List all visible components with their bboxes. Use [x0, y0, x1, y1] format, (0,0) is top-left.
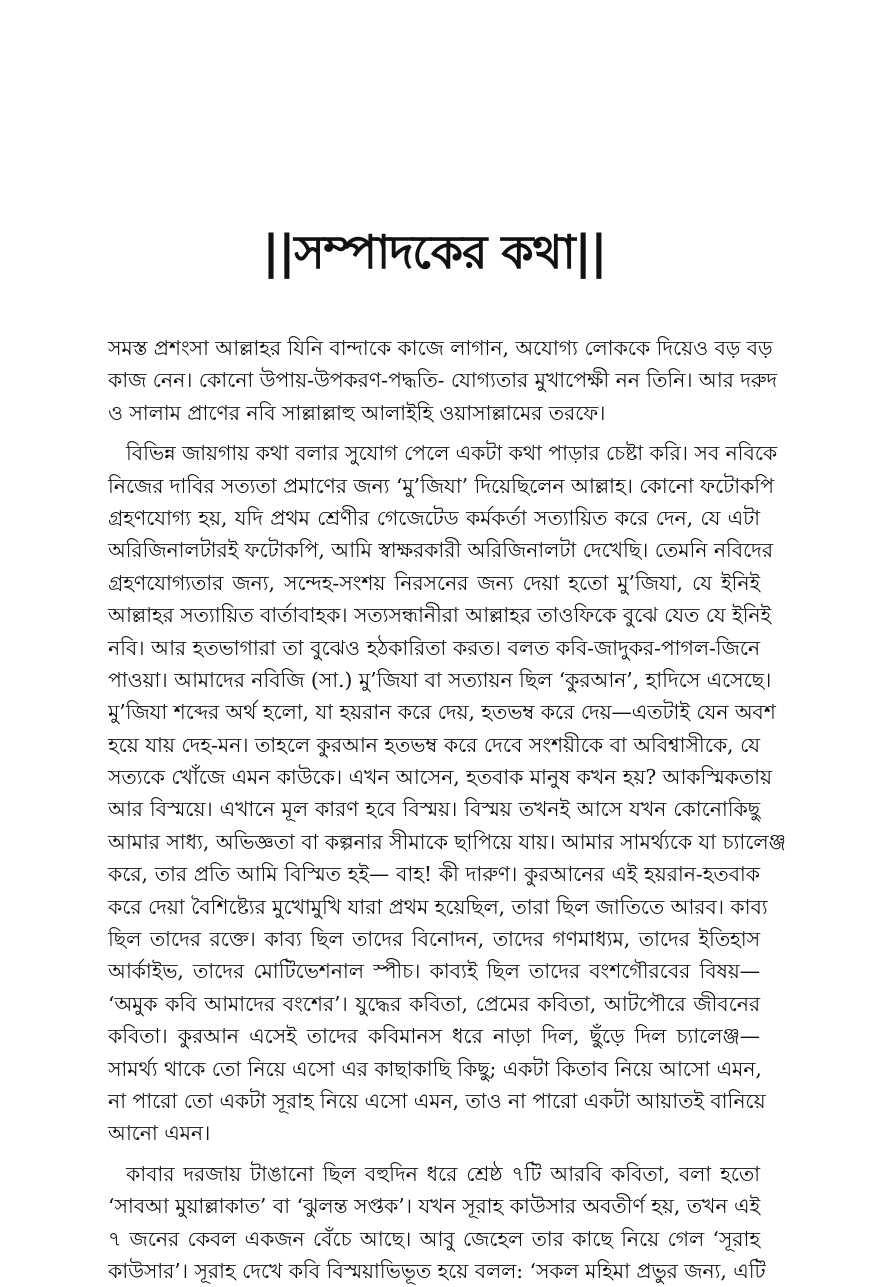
- text-line: সমস্ত প্রশংসা আল্লাহর যিনি বান্দাকে কাজে লাগান, অযোগ্য লোককে দিয়েও বড় বড়: [108, 336, 773, 360]
- text-line: সত্যকে খোঁজে এমন কাউকে। এখন আসেন, হতবাক মানুষ কখন হয়? আকস্মিকতায়: [108, 765, 772, 790]
- text-line: আমার সাধ্য, অভিজ্ঞতা বা কল্পনার সীমাকে ছাপিয়ে যায়। আমার সামর্থ্যকে যা চ্যালেঞ্জ: [108, 829, 786, 854]
- text-line: কাবার দরজায় টাঙানো ছিল বহুদিন ধরে শ্রেষ্ঠ ৭টি আরবি কবিতা, বলা হতো: [126, 1161, 760, 1186]
- text-line: আর্কাইভ, তাদের মোটিভেশনাল স্পীচ। কাব্যই ছিল তাদের বংশগৌরবের বিষয়—: [108, 959, 760, 984]
- text-line: ৭ জনের কেবল একজন বেঁচে আছে। আবু জেহেল তার কাছে নিয়ে গেল ‘সূরাহ: [108, 1226, 760, 1251]
- paragraph-1: [108, 332, 778, 429]
- text-line: আর বিস্ময়ে। এখানে মূল কারণ হবে বিস্ময়। বিস্ময় তখনই আসে যখন কোনোকিছু: [108, 797, 760, 822]
- text-line: নবি। আর হতভাগারা তা বুঝেও হঠকারিতা করত। বলত কবি-জাদুকর-পাগল-জিনে: [108, 635, 760, 660]
- text-line: আনো এমন।: [108, 1121, 211, 1146]
- text-line: করে দেয়া বৈশিষ্ট্যের মুখোমুখি যারা প্রথম হয়েছিল, তারা ছিল জাতিতে আরব। কাব্য: [108, 894, 768, 919]
- text-line: আল্লাহর সত্যায়িত বার্তাবাহক। সত্যসন্ধানীরা আল্লাহর তাওফিকে বুঝে যেত যে ইনিই: [108, 603, 772, 628]
- paragraph-3: [108, 1158, 766, 1287]
- paragraph-2: [108, 437, 786, 1150]
- text-line: পাওয়া। আমাদের নবিজি (সা.) মু’জিযা বা সত্যায়ন ছিল ‘কুরআন’, হাদিসে এসেছে।: [108, 667, 772, 692]
- text-line: করে, তার প্রতি আমি বিস্মিত হই— বাহ! কী দারুণ। কুরআনের এই হয়রান-হতবাক: [108, 862, 760, 887]
- text-line: নিজের দাবির সত্যতা প্রমাণের জন্য ‘মু’জিযা’ দিয়েছিলেন আল্লাহ। কোনো ফটোকপি: [108, 473, 774, 498]
- text-line: কাজ নেন। কোনো উপায়-উপকরণ-পদ্ধতি- যোগ্যতার মুখাপেক্ষী নন তিনি। আর দরুদ: [108, 368, 778, 393]
- text-line: গ্রহণযোগ্য হয়, যদি প্রথম শ্রেণীর গেজেটেড কর্মকর্তা সত্যায়িত করে দেন, যে এটা: [108, 505, 760, 530]
- text-line: মু’জিযা শব্দের অর্থ হলো, যা হয়রান করে দেয়, হতভম্ব করে দেয়—এতটাই যেন অবশ: [108, 700, 776, 725]
- text-line: ‘সাবআ মুয়াল্লাকাত’ বা ‘ঝুলন্ত সপ্তক’। যখন সূরাহ কাউসার অবতীর্ণ হয়, তখন এই: [108, 1194, 760, 1219]
- text-line: ‘অমুক কবি আমাদের বংশের’। যুদ্ধের কবিতা, প্রেমের কবিতা, আটপৌরে জীবনের: [108, 991, 760, 1016]
- text-line: হয়ে যায় দেহ-মন। তাহলে কুরআন হতভম্ব করে দেবে সংশয়ীকে বা অবিশ্বাসীকে, যে: [108, 732, 760, 757]
- text-line: গ্রহণযোগ্যতার জন্য, সন্দেহ-সংশয় নিরসনের জন্য দেয়া হতো মু’জিযা, যে ইনিই: [108, 570, 760, 595]
- text-line: ও সালাম প্রাণের নবি সাল্লাল্লাহু আলাইহি ওয়াসাল্লামের তরফে।: [108, 400, 606, 425]
- text-line: কাউসার’। সূরাহ দেখে কবি বিস্ময়াভিভূত হয়ে বলল: ‘সকল মহিমা প্রভুর জন্য, এটি: [108, 1258, 766, 1283]
- text-line: কবিতা। কুরআন এসেই তাদের কবিমানস ধরে নাড়া দিল, ছুঁড়ে দিল চ্যালেঞ্জ—: [108, 1024, 760, 1049]
- text-line: সামর্থ্য থাকে তো নিয়ে এসো এর কাছাকাছি কিছু; একটা কিতাব নিয়ে আসো এমন,: [108, 1056, 762, 1081]
- text-line: ছিল তাদের রক্তে। কাব্য ছিল তাদের বিনোদন, তাদের গণমাধ্যম, তাদের ইতিহাস: [108, 927, 760, 952]
- text-line: না পারো তো একটা সূরাহ নিয়ে এসো এমন, তাও না পারো একটা আয়াতই বানিয়ে: [108, 1088, 766, 1113]
- page-title: ||সম্পাদকের কথা||: [262, 225, 607, 279]
- text-line: বিভিন্ন জায়গায় কথা বলার সুযোগ পেলে একটা কথা পাড়ার চেষ্টা করি। সব নবিকে: [126, 441, 778, 466]
- body-text: [108, 332, 786, 1287]
- text-line: অরিজিনালটারই ফটোকপি, আমি স্বাক্ষরকারী অরিজিনালটা দেখেছি। তেমনি নবিদের: [108, 538, 773, 563]
